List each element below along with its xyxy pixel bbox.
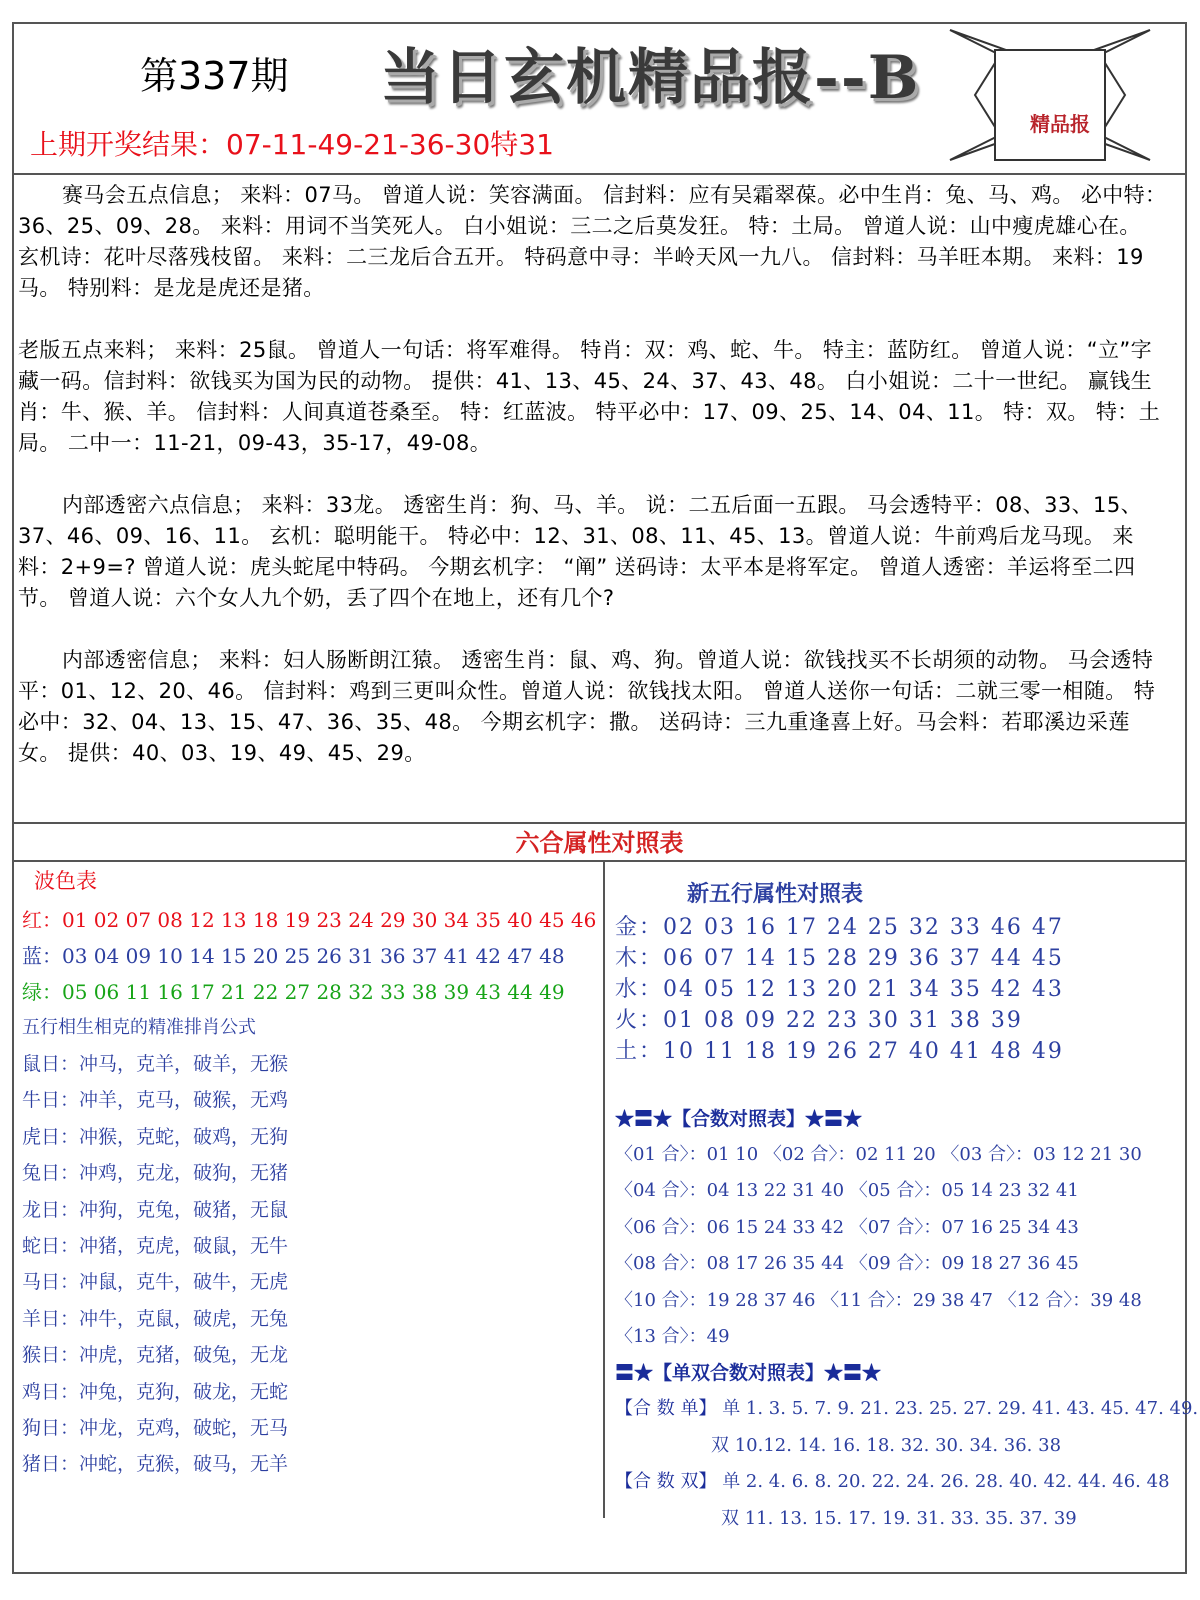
issue-number: 第337期	[140, 54, 289, 98]
danshuang-row	[615, 1464, 1175, 1500]
divider	[14, 822, 1185, 824]
left-column	[22, 866, 597, 1483]
wave-green-row: 绿：05 06 11 16 17 21 22 27 28 32 33 38 39 43 44 49	[22, 980, 565, 1004]
danshuang-values: 单 2. 4. 6. 8. 20. 22. 24. 26. 28. 40. 42. 44. 46. 48	[722, 1471, 1170, 1493]
heshu-row: 〈08 合〉：08 17 26 35 44 〈09 合〉：09 18 27 36 45	[615, 1253, 1079, 1275]
info-section	[18, 180, 1168, 800]
wuxing-row: 火：01 08 09 22 23 30 31 38 39	[615, 1008, 1023, 1033]
rule-row: 羊日：冲牛，克鼠，破虎，无兔	[22, 1307, 289, 1330]
rule-row: 牛日：冲羊，克马，破猴，无鸡	[22, 1089, 289, 1112]
heshu-row: 〈06 合〉：06 15 24 33 42 〈07 合〉：07 16 25 34 43	[615, 1216, 1079, 1238]
last-result: 上期开奖结果：07-11-49-21-36-30特31	[30, 128, 554, 161]
danshuang-label: 【合 数 单】	[615, 1398, 717, 1420]
right-column	[615, 876, 1199, 1537]
rule-row: 猴日：冲虎，克猪，破兔，无龙	[22, 1344, 289, 1367]
danshuang-row: 双 11. 13. 15. 17. 19. 31. 33. 35. 37. 39	[721, 1507, 1077, 1529]
formula-title: 五行相生相克的精准排肖公式	[22, 1017, 256, 1038]
danshuang-row: 双 10.12. 14. 16. 18. 32. 30. 34. 36. 38	[711, 1434, 1062, 1456]
heshu-row: 〈01 合〉：01 10 〈02 合〉：02 11 20 〈03 合〉：03 12 21 30	[615, 1144, 1142, 1165]
wuxing-row: 水：04 05 12 13 20 21 34 35 42 43	[615, 977, 1064, 1002]
wuxing-row: 金：02 03 16 17 24 25 32 33 46 47	[615, 915, 1064, 940]
rule-row: 鸡日：冲兔，克狗，破龙，无蛇	[22, 1380, 289, 1403]
info-paragraph: 内部透密信息； 来料：妇人肠断朗江猿。 透密生肖：鼠、鸡、狗。曾道人说：欲钱找买不长胡须的动物。 马会透特平：01、12、20、46。 信封料：鸡到三更叫众性。曾道人说：欲钱找太阳。 曾道人送你一句话：二就三零一相随。 特必中：32、04、13、15、47、36、35、48。 今期玄机字：撒。 送码诗：三九重逢喜上好。马会料：若耶溪边采莲女。 提供：40、03、19、49、45、29。	[18, 648, 1156, 765]
rule-row: 蛇日：冲猪，克虎，破鼠，无牛	[22, 1234, 289, 1257]
rule-row: 兔日：冲鸡，克龙，破狗，无猪	[22, 1162, 289, 1185]
danshuang-row	[615, 1391, 1199, 1427]
heshu-row: 〈04 合〉：04 13 22 31 40 〈05 合〉：05 14 23 32 41	[615, 1180, 1079, 1202]
wave-blue-row: 蓝：03 04 09 10 14 15 20 25 26 31 36 37 41 42 47 48	[22, 944, 565, 968]
flag-label: 精品报	[1030, 112, 1090, 136]
rule-row: 猪日：冲蛇，克猴，破马，无羊	[22, 1453, 289, 1476]
info-paragraph: 老版五点来料； 来料：25鼠。 曾道人一句话：将军难得。 特肖：双：鸡、蛇、牛。 特主：蓝防红。 曾道人说：“立”字藏一码。信封料：欲钱买为国为民的动物。 提供：41、13、45、24、37、43、48。 白小姐说：二十一世纪。 赢钱生肖：牛、猴、羊。 信封料：人间真道苍桑至。 特：红蓝波。 特平必中：17、09、25、14、04、11。 特：双。 特：土局。 二中一：11-21，09-43，35-17，49-08。	[18, 338, 1161, 455]
rule-row: 龙日：冲狗，克兔，破猪，无鼠	[22, 1198, 289, 1221]
danshuang-title: 〓★【单双合数对照表】★〓★	[615, 1362, 882, 1385]
info-paragraph: 赛马会五点信息； 来料：07马。 曾道人说：笑容满面。 信封料：应有吴霜翠葆。必中生肖：兔、马、鸡。 必中特：36、25、09、28。 来料：用词不当笑死人。 白小姐说：三二之后莫发狂。 特：土局。 曾道人说：山中瘦虎雄心在。 玄机诗：花叶尽落残枝留。 来料：二三龙后合五开。 特码意中寻：半岭天风一九八。 信封料：马羊旺本期。 来料：19马。 特别料：是龙是虎还是猪。	[18, 183, 1167, 300]
heshu-title: ★〓★【合数对照表】★〓★	[615, 1108, 863, 1130]
banner-title: 当日玄机精品报--B	[380, 43, 921, 113]
rule-row: 狗日：冲龙，克鸡，破蛇，无马	[22, 1416, 289, 1439]
info-paragraph: 内部透密六点信息； 来料：33龙。 透密生肖：狗、马、羊。 说：二五后面一五跟。 马会透特平：08、33、15、37、46、09、16、11。 玄机：聪明能干。 特必中：12、31、08、11、45、13。曾道人说：牛前鸡后龙马现。 来料：2+9=? 曾道人说：虎头蛇尾中特码。 今期玄机字： “阐” 送码诗：太平本是将军定。 曾道人透密：羊运将至二四节。 曾道人说：六个女人九个奶，丢了四个在地上，还有几个?	[18, 493, 1142, 610]
rule-row: 虎日：冲猴，克蛇，破鸡，无狗	[22, 1125, 289, 1148]
wuxing-title: 新五行属性对照表	[687, 881, 864, 907]
rule-row: 马日：冲鼠，克牛，破牛，无虎	[22, 1271, 289, 1294]
danshuang-values: 单 1. 3. 5. 7. 9. 21. 23. 25. 27. 29. 41. 43. 45. 47. 49.	[722, 1398, 1199, 1420]
wave-table-title: 波色表	[34, 869, 97, 893]
rule-row: 鼠日：冲马，克羊，破羊，无猴	[22, 1053, 289, 1075]
heshu-row: 〈10 合〉：19 28 37 46 〈11 合〉：29 38 47 〈12 合〉：39 48	[615, 1289, 1142, 1311]
heshu-row: 〈13 合〉：49	[615, 1325, 730, 1347]
divider	[14, 173, 1185, 175]
wuxing-row: 土：10 11 18 19 26 27 40 41 48 49	[615, 1039, 1064, 1064]
divider	[14, 860, 1185, 862]
table-title: 六合属性对照表	[515, 829, 684, 857]
flag-emblem-icon	[940, 20, 1160, 170]
danshuang-label: 【合 数 双】	[615, 1471, 717, 1493]
wave-red-row: 红：01 02 07 08 12 13 18 19 23 24 29 30 34 35 40 45 46	[22, 908, 597, 932]
wuxing-row: 木：06 07 14 15 28 29 36 37 44 45	[615, 946, 1064, 971]
column-divider	[603, 862, 605, 1518]
